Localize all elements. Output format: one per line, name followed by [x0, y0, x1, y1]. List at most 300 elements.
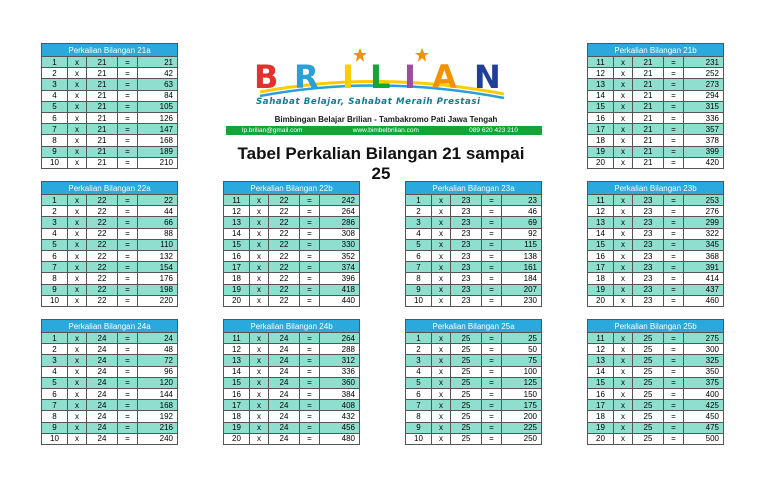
table-cell: x — [250, 284, 269, 295]
table-row — [588, 206, 724, 217]
table-cell: 115 — [502, 239, 542, 250]
table-cell: 25 — [633, 333, 664, 344]
logo-letter-i: I — [342, 58, 354, 96]
table-cell: x — [68, 388, 87, 399]
table-cell: 21 — [633, 90, 664, 101]
table-cell: 16 — [224, 388, 250, 399]
table-row — [588, 273, 724, 284]
table-row — [42, 228, 178, 239]
table-cell: 12 — [588, 206, 614, 217]
table-cell: 19 — [588, 284, 614, 295]
table-row — [42, 295, 178, 306]
table-row — [224, 344, 360, 355]
table-cell: 3 — [42, 217, 68, 228]
table-cell: = — [300, 284, 320, 295]
table-cell: 25 — [451, 355, 482, 366]
table-cell: x — [614, 112, 633, 123]
table-cell: = — [118, 146, 138, 157]
table-cell: 6 — [42, 250, 68, 261]
table-cell: 456 — [320, 422, 360, 433]
table-cell: 437 — [684, 284, 724, 295]
table-cell: 18 — [588, 273, 614, 284]
table-cell: x — [68, 112, 87, 123]
table-cell: 391 — [684, 262, 724, 273]
table-row — [224, 284, 360, 295]
table-row — [42, 101, 178, 112]
table-cell: 1 — [42, 195, 68, 206]
table-row — [588, 228, 724, 239]
table-cell: 16 — [588, 388, 614, 399]
table-cell: = — [300, 333, 320, 344]
table-cell: = — [664, 157, 684, 168]
tagline: Sahabat Belajar, Sahabat Meraih Prestasi — [256, 97, 481, 107]
table-cell: x — [68, 79, 87, 90]
table-cell: 13 — [224, 217, 250, 228]
table-cell: 21 — [87, 101, 118, 112]
table-cell: 384 — [320, 388, 360, 399]
table-cell: x — [614, 433, 633, 444]
table-cell: = — [118, 135, 138, 146]
table-cell: x — [432, 250, 451, 261]
table-cell: 18 — [224, 273, 250, 284]
table-cell: 252 — [684, 68, 724, 79]
table-title: Perkalian Bilangan 23b — [588, 182, 724, 195]
table-cell: 16 — [588, 112, 614, 123]
table-cell: x — [432, 273, 451, 284]
table-cell: x — [250, 195, 269, 206]
contact-bar — [226, 126, 542, 135]
table-cell: x — [250, 377, 269, 388]
table-cell: 10 — [42, 433, 68, 444]
table-row — [224, 273, 360, 284]
table-cell: x — [68, 206, 87, 217]
table-row — [406, 206, 542, 217]
table-cell: = — [118, 217, 138, 228]
table-cell: 22 — [269, 273, 300, 284]
table-cell: 24 — [269, 355, 300, 366]
table-cell: x — [250, 344, 269, 355]
table-cell: 420 — [684, 157, 724, 168]
table-cell: 168 — [138, 400, 178, 411]
table-cell: 15 — [588, 377, 614, 388]
table-row — [42, 433, 178, 444]
table-cell: x — [68, 333, 87, 344]
table-row — [406, 411, 542, 422]
table-cell: 4 — [42, 366, 68, 377]
table-cell: x — [614, 422, 633, 433]
table-cell: 480 — [320, 433, 360, 444]
table-row — [42, 250, 178, 261]
table-title: Perkalian Bilangan 21a — [42, 44, 178, 57]
table-cell: x — [250, 262, 269, 273]
table-row — [588, 90, 724, 101]
table-cell: = — [118, 79, 138, 90]
table-cell: 14 — [588, 228, 614, 239]
table-cell: 18 — [588, 411, 614, 422]
table-cell: x — [250, 295, 269, 306]
table-cell: 24 — [138, 333, 178, 344]
table-cell: x — [432, 262, 451, 273]
table-row — [42, 135, 178, 146]
table-cell: = — [118, 400, 138, 411]
table-cell: x — [432, 195, 451, 206]
table-cell: x — [614, 388, 633, 399]
table-row — [588, 333, 724, 344]
table-cell: x — [250, 273, 269, 284]
table-cell: = — [300, 422, 320, 433]
table-cell: 2 — [42, 344, 68, 355]
table-cell: 21 — [633, 68, 664, 79]
table-cell: 24 — [87, 388, 118, 399]
table-cell: 11 — [224, 333, 250, 344]
table-cell: 315 — [684, 101, 724, 112]
table-cell: x — [432, 206, 451, 217]
table-cell: 220 — [138, 295, 178, 306]
email-text[interactable]: lp.brilian@gmail.com — [242, 127, 303, 134]
table-row — [588, 411, 724, 422]
table-cell: = — [300, 377, 320, 388]
table-cell: = — [300, 411, 320, 422]
table-cell: 12 — [588, 68, 614, 79]
table-row — [406, 295, 542, 306]
table-row — [588, 239, 724, 250]
table-cell: 7 — [406, 262, 432, 273]
table-cell: = — [300, 366, 320, 377]
table-cell: 22 — [87, 250, 118, 261]
table-cell: 144 — [138, 388, 178, 399]
table-cell: 299 — [684, 217, 724, 228]
table-cell: = — [300, 388, 320, 399]
table-cell: x — [614, 90, 633, 101]
table-cell: 4 — [42, 90, 68, 101]
table-cell: 24 — [269, 344, 300, 355]
table-cell: x — [432, 400, 451, 411]
table-25b — [587, 319, 724, 445]
table-row — [42, 273, 178, 284]
table-cell: 19 — [588, 146, 614, 157]
table-cell: 138 — [502, 250, 542, 261]
table-row — [406, 433, 542, 444]
table-cell: 15 — [224, 377, 250, 388]
table-cell: x — [614, 273, 633, 284]
table-cell: x — [68, 68, 87, 79]
table-cell: 276 — [684, 206, 724, 217]
table-cell: 25 — [633, 422, 664, 433]
table-cell: 24 — [87, 433, 118, 444]
table-cell: = — [664, 79, 684, 90]
table-cell: 21 — [633, 146, 664, 157]
table-cell: x — [68, 273, 87, 284]
table-cell: = — [118, 333, 138, 344]
table-row — [588, 146, 724, 157]
table-cell: = — [300, 295, 320, 306]
table-cell: 24 — [269, 400, 300, 411]
table-cell: 450 — [684, 411, 724, 422]
table-cell: = — [482, 400, 502, 411]
table-cell: 25 — [451, 366, 482, 377]
table-row — [588, 355, 724, 366]
table-row — [42, 57, 178, 68]
phone-text: 089 620 423 210 — [469, 127, 518, 134]
table-cell: 22 — [87, 262, 118, 273]
table-cell: 25 — [451, 411, 482, 422]
table-cell: 19 — [588, 422, 614, 433]
table-cell: 253 — [684, 195, 724, 206]
table-cell: 4 — [406, 366, 432, 377]
table-cell: 44 — [138, 206, 178, 217]
table-cell: = — [300, 250, 320, 261]
table-cell: = — [664, 388, 684, 399]
table-cell: = — [118, 112, 138, 123]
table-row — [42, 195, 178, 206]
table-cell: 375 — [684, 377, 724, 388]
table-cell: x — [614, 366, 633, 377]
table-cell: x — [432, 333, 451, 344]
table-row — [588, 101, 724, 112]
table-cell: 21 — [87, 68, 118, 79]
table-row — [406, 400, 542, 411]
table-row — [224, 366, 360, 377]
table-cell: 368 — [684, 250, 724, 261]
table-cell: 23 — [633, 228, 664, 239]
table-cell: 264 — [320, 333, 360, 344]
table-cell: = — [118, 262, 138, 273]
table-cell: 25 — [633, 400, 664, 411]
table-cell: x — [614, 79, 633, 90]
table-cell: 21 — [87, 124, 118, 135]
table-cell: 120 — [138, 377, 178, 388]
table-cell: 23 — [633, 250, 664, 261]
table-cell: = — [118, 228, 138, 239]
table-title: Perkalian Bilangan 24a — [42, 320, 178, 333]
table-cell: 23 — [451, 206, 482, 217]
table-cell: 23 — [633, 239, 664, 250]
table-cell: x — [614, 239, 633, 250]
table-cell: x — [68, 344, 87, 355]
table-row — [406, 262, 542, 273]
table-cell: 6 — [406, 250, 432, 261]
table-row — [224, 250, 360, 261]
table-cell: 300 — [684, 344, 724, 355]
table-cell: 1 — [42, 333, 68, 344]
table-cell: 19 — [224, 422, 250, 433]
table-cell: 22 — [87, 273, 118, 284]
table-row — [588, 112, 724, 123]
table-cell: = — [482, 333, 502, 344]
table-cell: = — [664, 355, 684, 366]
table-row — [42, 112, 178, 123]
table-cell: 22 — [269, 262, 300, 273]
logo-letter-r: R — [294, 58, 319, 96]
table-cell: x — [68, 217, 87, 228]
table-cell: x — [250, 355, 269, 366]
table-cell: x — [250, 433, 269, 444]
logo-letter-n: N — [474, 58, 501, 96]
table-cell: 63 — [138, 79, 178, 90]
table-cell: = — [482, 355, 502, 366]
table-cell: x — [614, 124, 633, 135]
table-cell: = — [664, 344, 684, 355]
table-cell: x — [432, 433, 451, 444]
table-cell: x — [68, 57, 87, 68]
table-cell: = — [118, 239, 138, 250]
table-cell: 6 — [42, 112, 68, 123]
table-cell: x — [68, 239, 87, 250]
table-row — [42, 344, 178, 355]
table-cell: 22 — [269, 217, 300, 228]
table-cell: 21 — [633, 124, 664, 135]
table-cell: = — [482, 344, 502, 355]
table-row — [588, 135, 724, 146]
table-22b — [223, 181, 360, 307]
table-cell: 17 — [224, 400, 250, 411]
table-cell: 24 — [87, 422, 118, 433]
table-row — [406, 333, 542, 344]
table-cell: x — [68, 124, 87, 135]
table-cell: 16 — [588, 250, 614, 261]
table-cell: 24 — [87, 377, 118, 388]
table-cell: = — [118, 411, 138, 422]
table-cell: 1 — [42, 57, 68, 68]
table-cell: 20 — [224, 295, 250, 306]
table-cell: 23 — [451, 284, 482, 295]
table-cell: 216 — [138, 422, 178, 433]
logo-letter-b: B — [254, 58, 279, 96]
table-cell: x — [614, 195, 633, 206]
table-cell: 7 — [42, 124, 68, 135]
table-cell: 4 — [42, 228, 68, 239]
table-cell: x — [614, 135, 633, 146]
page-title: Tabel Perkalian Bilangan 21 sampai 25 — [237, 144, 525, 183]
table-cell: x — [614, 262, 633, 273]
table-cell: 126 — [138, 112, 178, 123]
table-cell: x — [432, 284, 451, 295]
table-cell: 22 — [269, 228, 300, 239]
table-row — [224, 206, 360, 217]
table-cell: = — [664, 146, 684, 157]
table-cell: 69 — [502, 217, 542, 228]
table-row — [42, 411, 178, 422]
table-cell: = — [664, 411, 684, 422]
table-cell: 1 — [406, 195, 432, 206]
table-cell: 25 — [451, 422, 482, 433]
table-cell: 23 — [633, 262, 664, 273]
table-cell: x — [68, 411, 87, 422]
table-cell: 21 — [87, 157, 118, 168]
logo-letter-a: A — [432, 58, 457, 96]
table-row — [42, 284, 178, 295]
table-cell: 11 — [224, 195, 250, 206]
table-row — [224, 377, 360, 388]
table-cell: 198 — [138, 284, 178, 295]
table-cell: = — [118, 388, 138, 399]
table-cell: 21 — [633, 112, 664, 123]
table-cell: 312 — [320, 355, 360, 366]
table-cell: 24 — [87, 344, 118, 355]
table-cell: 23 — [451, 262, 482, 273]
table-cell: x — [432, 366, 451, 377]
table-row — [42, 146, 178, 157]
table-cell: 8 — [406, 273, 432, 284]
table-cell: 132 — [138, 250, 178, 261]
table-cell: x — [68, 101, 87, 112]
table-cell: 16 — [224, 250, 250, 261]
table-cell: 360 — [320, 377, 360, 388]
table-cell: 5 — [406, 239, 432, 250]
table-cell: x — [68, 377, 87, 388]
table-cell: 352 — [320, 250, 360, 261]
table-cell: 230 — [502, 295, 542, 306]
table-cell: x — [68, 355, 87, 366]
table-cell: = — [118, 284, 138, 295]
table-cell: 21 — [87, 146, 118, 157]
table-cell: = — [118, 433, 138, 444]
table-row — [224, 228, 360, 239]
table-cell: x — [614, 400, 633, 411]
table-cell: 23 — [451, 273, 482, 284]
table-cell: 14 — [224, 228, 250, 239]
table-cell: 400 — [684, 388, 724, 399]
table-cell: = — [300, 262, 320, 273]
table-row — [42, 377, 178, 388]
table-cell: 21 — [633, 79, 664, 90]
table-row — [406, 217, 542, 228]
table-24a — [41, 319, 178, 445]
table-cell: 168 — [138, 135, 178, 146]
table-cell: 48 — [138, 344, 178, 355]
table-cell: = — [664, 217, 684, 228]
table-cell: 325 — [684, 355, 724, 366]
table-cell: 22 — [269, 295, 300, 306]
table-cell: 399 — [684, 146, 724, 157]
table-cell: = — [118, 206, 138, 217]
table-cell: 21 — [87, 135, 118, 146]
table-cell: 88 — [138, 228, 178, 239]
table-title: Perkalian Bilangan 23a — [406, 182, 542, 195]
table-cell: 2 — [42, 206, 68, 217]
table-cell: 20 — [588, 157, 614, 168]
table-cell: 11 — [588, 195, 614, 206]
table-cell: = — [118, 366, 138, 377]
table-cell: 147 — [138, 124, 178, 135]
table-cell: x — [68, 228, 87, 239]
table-row — [42, 366, 178, 377]
table-cell: = — [300, 239, 320, 250]
table-cell: 25 — [633, 355, 664, 366]
table-cell: x — [68, 366, 87, 377]
table-cell: 330 — [320, 239, 360, 250]
table-cell: 264 — [320, 206, 360, 217]
table-cell: 418 — [320, 284, 360, 295]
table-cell: 475 — [684, 422, 724, 433]
table-cell: 22 — [269, 206, 300, 217]
table-cell: = — [664, 124, 684, 135]
table-cell: 425 — [684, 400, 724, 411]
table-row — [42, 333, 178, 344]
star-icon — [353, 48, 367, 62]
table-cell: 175 — [502, 400, 542, 411]
table-22a — [41, 181, 178, 307]
table-cell: 72 — [138, 355, 178, 366]
table-title: Perkalian Bilangan 25a — [406, 320, 542, 333]
table-cell: 17 — [588, 400, 614, 411]
table-cell: 20 — [588, 295, 614, 306]
table-cell: = — [482, 273, 502, 284]
table-cell: 250 — [502, 433, 542, 444]
table-cell: 14 — [588, 366, 614, 377]
table-cell: x — [432, 422, 451, 433]
website-text[interactable]: www.bimbelbrilian.com — [352, 127, 419, 134]
